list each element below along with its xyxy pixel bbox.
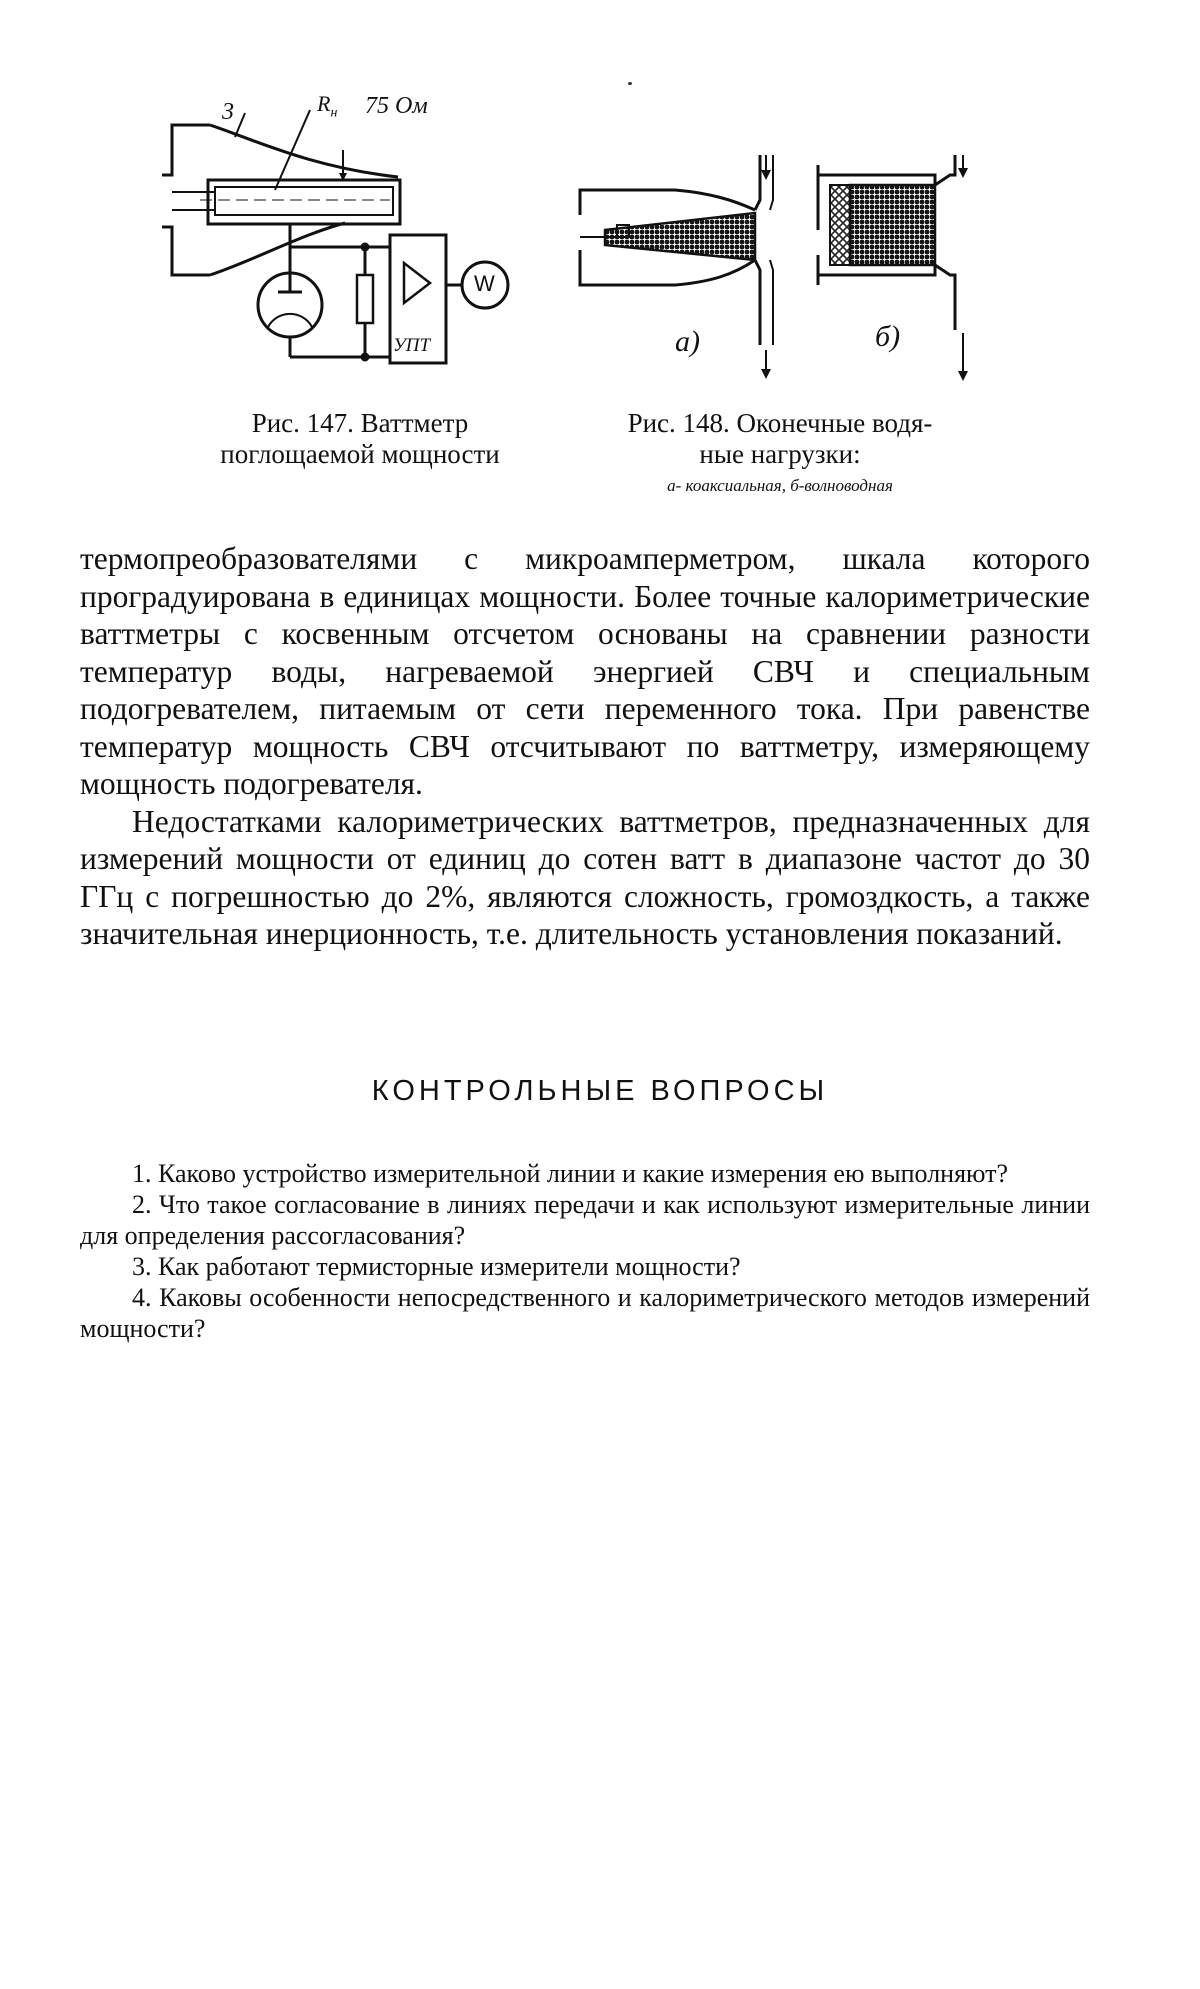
stray-dot: [628, 82, 632, 85]
question-1: 1. Каково устройство измерительной линии и какие измерения ею выполняют?: [132, 1159, 1009, 1188]
paragraph-2: Недостатками калориметрических ваттметров, предназначенных для измерений мощности от единиц до сотен ватт в диапазоне частот до 30 ГГц с погрешностью до 2%, являются сложность, громоздкость, а также значительная инерционность, т.е. длительность установления показаний.: [80, 803, 1090, 951]
label-amplifier: УПТ: [393, 335, 431, 356]
figure-147-wattmeter-diagram: [160, 91, 560, 390]
figure-148-water-loads-diagram: [575, 155, 1005, 385]
label-wattmeter-w: W: [474, 271, 495, 296]
figure-147-caption-line2: поглощаемой мощности: [220, 439, 500, 470]
body-text: [80, 540, 1090, 953]
question-3: 3. Как работают термисторные измерители мощности?: [132, 1252, 741, 1281]
label-resistor-letter: R: [317, 91, 331, 116]
figure-148-caption: [560, 408, 1000, 496]
label-resistor-subscript: н: [330, 105, 338, 121]
figure-147-caption: [160, 408, 560, 470]
section-heading: КОНТРОЛЬНЫЕ ВОПРОСЫ: [371, 1075, 829, 1107]
question-4: 4. Каковы особенности непосредственного и калориметрического методов измерений мощности?: [80, 1283, 1090, 1343]
figure-148-caption-sub: а- коаксиальная, б-волноводная: [667, 476, 893, 496]
question-2: 2. Что такое согласование в линиях передачи и как используют измерительные линии для определения рассогласования?: [80, 1190, 1090, 1250]
paragraph-1: термопреобразователями с микроамперметром, шкала которого проградуирована в единицах мощности. Более точные калориметрические ваттметры с косвенным отсчетом основаны на сравнении разности температур воды, нагреваемой энергией СВЧ и специальным подогревателем, питаемым от сети переменного тока. При равенстве температур мощность СВЧ отсчитывают по ваттметру, измеряющему мощность подогревателя.: [80, 541, 1090, 801]
figure-148-caption-title: Рис. 148. Оконечные водя-: [627, 408, 933, 438]
label-b: б): [875, 320, 901, 353]
label-3: 3: [222, 99, 234, 125]
questions-list: [80, 1158, 1090, 1344]
figure-147-caption-title: Рис. 147. Ваттметр: [251, 408, 469, 438]
label-a: а): [675, 325, 700, 358]
label-75-ohm: 75 Ом: [365, 93, 428, 119]
label-resistor: [317, 91, 337, 121]
figure-148-caption-line2: ные нагрузки:: [699, 439, 861, 470]
